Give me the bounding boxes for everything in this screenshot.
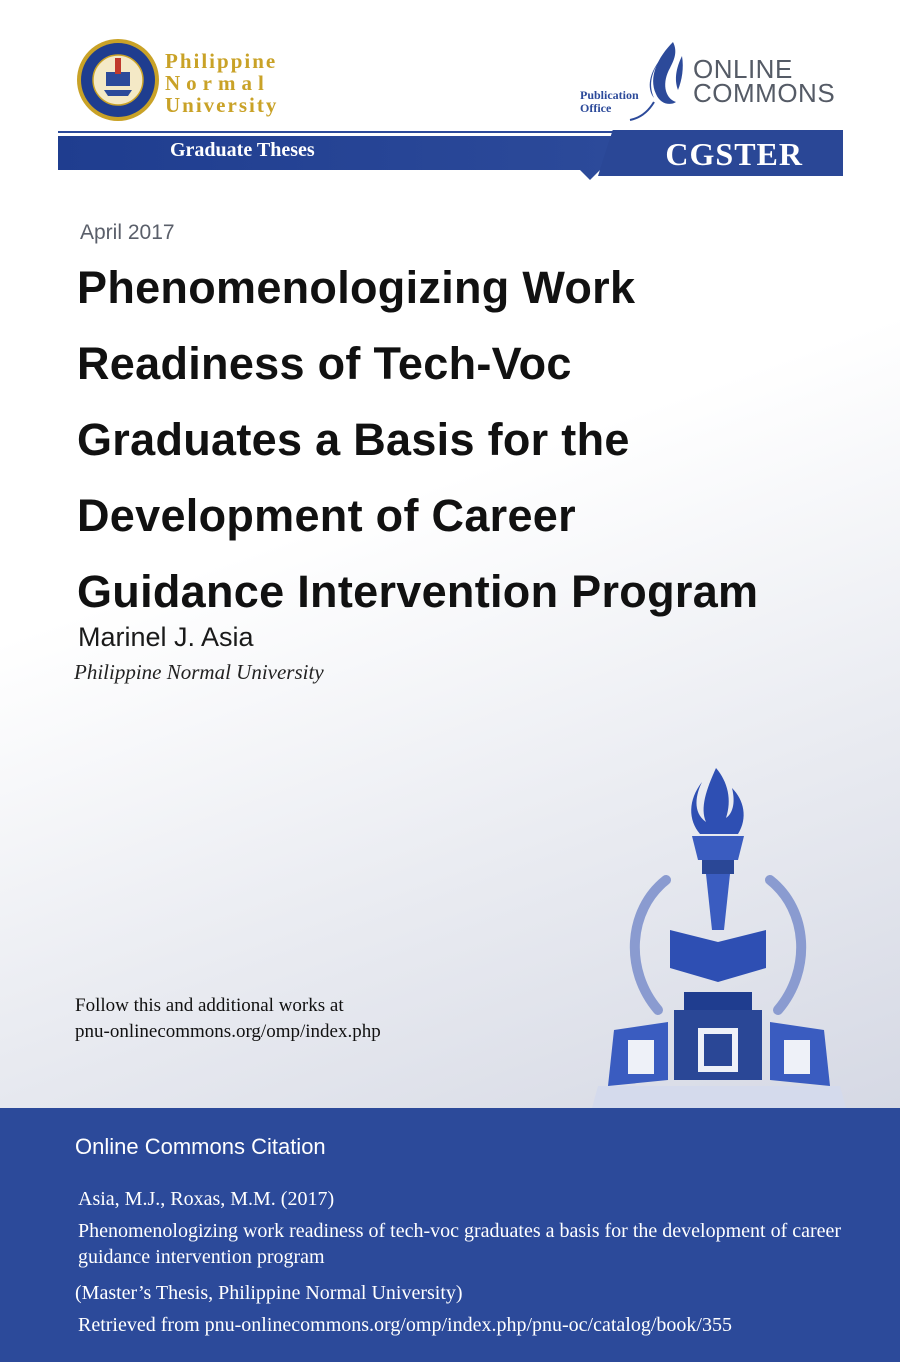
author-affiliation: Philippine Normal University [74, 660, 324, 684]
citation-url[interactable]: Retrieved from pnu-onlinecommons.org/omp/index.php/pnu-oc/catalog/book/355 [78, 1314, 732, 1336]
follow-text [75, 993, 381, 1045]
title-line: Development of Career [77, 490, 576, 541]
university-wordmark [165, 50, 278, 116]
publication-date: April 2017 [80, 221, 175, 244]
graduate-theses-label: Graduate Theses [170, 139, 315, 161]
author-name: Marinel J. Asia [78, 622, 254, 652]
torch-monument-illustration [588, 760, 850, 1120]
wordmark-line-3: University [165, 93, 279, 117]
wordmark-line-2: Normal [165, 71, 270, 95]
header-band [58, 136, 843, 170]
follow-line: Follow this and additional works at [75, 995, 344, 1016]
header [0, 0, 900, 200]
citation-authors: Asia, M.J., Roxas, M.M. (2017) [78, 1188, 335, 1210]
title-line: Graduates a Basis for the [77, 414, 630, 465]
band-notch [580, 170, 600, 180]
university-seal-logo [76, 38, 160, 122]
citation-type: (Master’s Thesis, Philippine Normal University) [75, 1282, 463, 1304]
citation-heading: Online Commons Citation [75, 1134, 326, 1159]
band-background [58, 136, 618, 170]
title-line: Guidance Intervention Program [77, 566, 759, 617]
wordmark-line-1: Philippine [165, 49, 278, 73]
follow-link[interactable]: pnu-onlinecommons.org/omp/index.php [75, 1021, 381, 1042]
title-line: Readiness of Tech-Voc [77, 338, 572, 389]
online-commons-line-2: COMMONS [693, 78, 836, 108]
online-commons-line-1: ONLINE [693, 54, 793, 84]
cgster-label: CGSTER [665, 136, 803, 172]
title-line: Phenomenologizing Work [77, 262, 636, 313]
citation-title: Phenomenologizing work readiness of tech-voc graduates a basis for the development of career guidance intervention program [78, 1220, 842, 1268]
publication-office-line-1: Publication [580, 88, 639, 102]
document-title [77, 250, 867, 630]
publication-office-line-2: Office [580, 101, 612, 115]
